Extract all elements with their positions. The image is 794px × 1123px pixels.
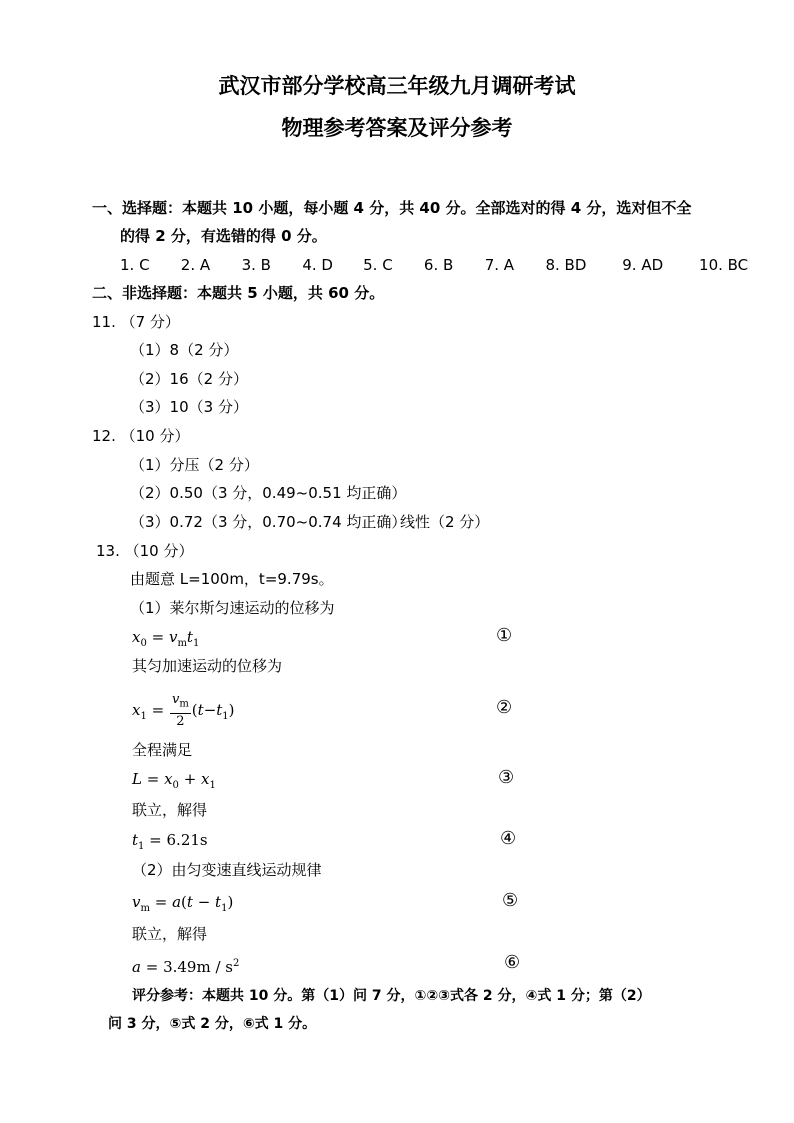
equation-6-value: 3.49m / s xyxy=(163,958,233,976)
answer-4: 4. D xyxy=(302,256,333,274)
answer-9: 9. AD xyxy=(622,256,664,274)
page-subtitle: 物理参考答案及评分参考 xyxy=(281,116,513,140)
equation-6-marker: ⑥ xyxy=(504,952,521,973)
q11-item-1: （1）8（2 分） xyxy=(130,341,239,359)
equation-1: $x_0 = v_mt_1$ xyxy=(132,628,200,649)
equation-5: $v_m = a(t - t_1)$ xyxy=(132,893,234,914)
answer-5: 5. C xyxy=(363,256,393,274)
equation-4: $t_1 = 6.21s$ xyxy=(132,831,208,852)
equation-2-fraction: $\frac{v_m}{2}$ xyxy=(171,692,189,729)
equation-4-marker: ④ xyxy=(500,828,517,849)
q12-item-3: （3）0.72（3 分，0.70~0.74 均正确） xyxy=(130,513,407,531)
q12-item-1: （1）分压（2 分） xyxy=(130,456,259,474)
equation-2-marker: ② xyxy=(496,697,513,718)
q11-label: 11. （7 分） xyxy=(92,313,180,331)
q12-label: 12. （10 分） xyxy=(92,427,190,445)
section2-heading: 二、非选择题：本题共 5 小题，共 60 分。 xyxy=(92,284,385,302)
q13-part2-intro: （2）由匀变速直线运动规律 xyxy=(132,861,322,879)
q13-given: 由题意 L=100m，t=9.79s。 xyxy=(130,570,334,588)
equation-4-value: 6.21s xyxy=(166,831,208,849)
q13-part1-intro: （1）莱尔斯匀速运动的位移为 xyxy=(130,599,335,617)
q11-item-3: （3）10（3 分） xyxy=(130,398,248,416)
equation-5-marker: ⑤ xyxy=(502,890,519,911)
equation-3: $L = x_0 + x_1$ xyxy=(132,770,216,791)
answer-1: 1. C xyxy=(120,256,150,274)
equation-3-marker: ③ xyxy=(498,767,515,788)
answer-3: 3. B xyxy=(241,256,271,274)
equation-6: $a = 3.49m / s^2$ xyxy=(132,958,240,976)
section1-heading-line1: 一、选择题：本题共 10 小题，每小题 4 分，共 40 分。全部选对的得 4 分，选对但不全 xyxy=(92,199,692,217)
page-title: 武汉市部分学校高三年级九月调研考试 xyxy=(218,74,576,98)
q13-text-whole: 全程满足 xyxy=(132,741,193,759)
answer-list xyxy=(120,255,759,275)
q12-item-3-extra: 线性（2 分） xyxy=(400,513,490,531)
equation-1-marker: ① xyxy=(496,625,513,646)
section1-heading-line2: 的得 2 分，有选错的得 0 分。 xyxy=(120,227,327,245)
q13-label: 13. （10 分） xyxy=(96,542,194,560)
q12-item-2: （2）0.50（3 分，0.49~0.51 均正确） xyxy=(130,484,407,502)
q13-text-solve1: 联立，解得 xyxy=(132,801,208,819)
q13-text-solve2: 联立，解得 xyxy=(132,925,208,943)
equation-2: $x_1$ = $\frac{v_m}{2}$ $(t-t_1)$ xyxy=(132,692,235,729)
q13-scoring-line1: 评分参考：本题共 10 分。第（1）问 7 分，①②③式各 2 分，④式 1 分；第（2） xyxy=(132,988,651,1004)
q13-scoring-line2: 问 3 分，⑤式 2 分，⑥式 1 分。 xyxy=(108,1016,317,1032)
answer-10: 10. BC xyxy=(699,256,749,274)
q13-text-accel: 其匀加速运动的位移为 xyxy=(132,657,283,675)
answer-2: 2. A xyxy=(180,256,211,274)
answer-6: 6. B xyxy=(423,256,454,274)
q11-item-2: （2）16（2 分） xyxy=(130,370,248,388)
answer-8: 8. BD xyxy=(545,256,587,274)
answer-7: 7. A xyxy=(484,256,515,274)
